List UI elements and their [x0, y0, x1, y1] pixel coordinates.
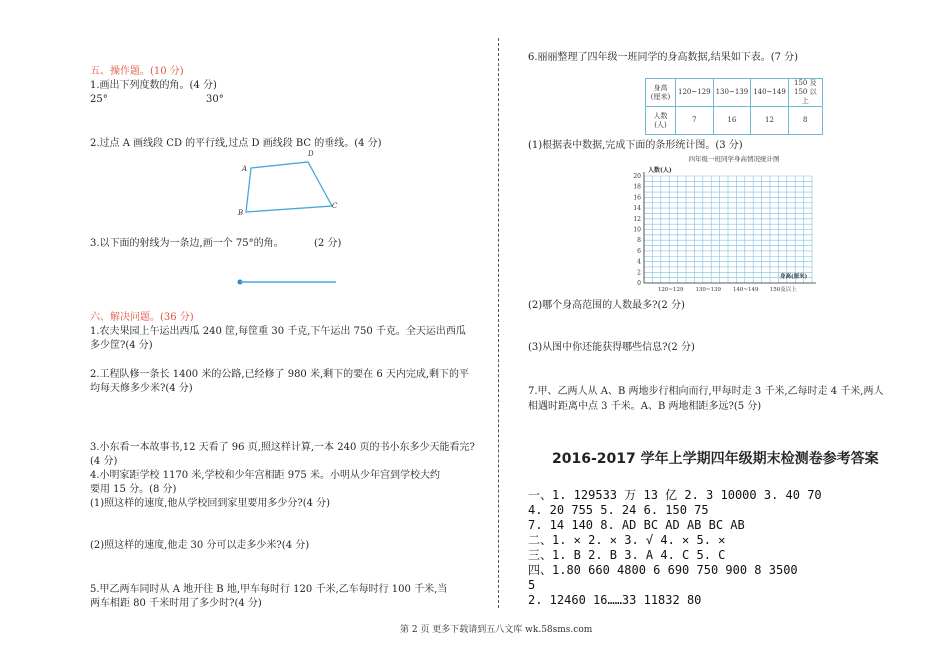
table-range-cell: 130~139 — [713, 79, 751, 107]
question-2: 2.过点 A 画线段 CD 的平行线,过点 D 画线段 BC 的垂线。(4 分) — [90, 138, 382, 149]
answer-line: 四、1.80 660 4800 6 690 750 900 8 3500 — [528, 563, 798, 577]
chart-y-label: 人数(人) — [648, 167, 672, 174]
question-3-score: (2 分) — [314, 238, 342, 249]
chart-y-ticks — [633, 173, 641, 287]
ray-figure — [236, 278, 340, 286]
problem-4-line-2: 要用 15 分。(8 分) — [90, 484, 177, 495]
answer-line: 一、1. 129533 万 13 亿 2. 3 10000 3. 40 70 — [528, 488, 822, 502]
table-range-cell: 140~149 — [751, 79, 789, 107]
angle-label-30: 30° — [206, 94, 224, 105]
point-d-label: D — [308, 150, 314, 158]
chart-y-tick-label: 12 — [633, 215, 641, 223]
problem-5-line-2: 两车相距 80 千米时用了多少时?(4 分) — [90, 598, 262, 609]
table-header-label: 身高 (厘米) — [646, 79, 676, 107]
table-count-cell: 16 — [713, 107, 751, 135]
chart-y-tick-label: 0 — [637, 280, 641, 287]
point-c-label: C — [332, 202, 338, 210]
chart-y-tick-label: 10 — [633, 226, 641, 234]
answer-key-title: 2016-2017 学年上学期四年级期末检测卷参考答案 — [552, 451, 879, 467]
chart-x-tick-label: 150及以上 — [769, 287, 797, 293]
chart-grid — [644, 172, 816, 283]
table-count-cell: 12 — [751, 107, 789, 135]
chart-y-tick-label: 20 — [633, 173, 641, 180]
section-5-title: 五、操作题。(10 分) — [90, 66, 184, 77]
chart-y-tick-label: 4 — [637, 258, 641, 266]
table-count-label: 人数 (人) — [646, 107, 676, 135]
problem-2-line-2: 均每天修多少米?(4 分) — [90, 383, 193, 394]
problem-4-sub-2: (2)照这样的速度,他走 30 分可以走多少米?(4 分) — [90, 540, 310, 551]
question-3: 3.以下面的射线为一条边,画一个 75°的角。 — [90, 238, 284, 249]
angle-label-25: 25° — [90, 94, 108, 105]
table-range-cell: 150 及 150 以上 — [788, 79, 822, 107]
question-6-sub-2: (2)哪个身高范围的人数最多?(2 分) — [528, 300, 685, 311]
answer-line: 4. 20 755 5. 24 6. 150 75 — [528, 503, 709, 517]
chart-x-tick-label: 130~139 — [695, 287, 722, 293]
chart-y-tick-label: 18 — [633, 183, 641, 191]
point-a-label: A — [242, 165, 248, 173]
question-6: 6.丽丽整理了四年级一班同学的身高数据,结果如下表。(7 分) — [528, 52, 799, 63]
table-count-cell: 8 — [788, 107, 822, 135]
problem-4-line-1: 4.小明家距学校 1170 米,学校和少年宫相距 975 米。小明从少年宫到学校大约 — [90, 470, 440, 481]
problem-2-line-1: 2.工程队修一条长 1400 米的公路,已经修了 980 米,剩下的要在 6 天内完成,剩下的平 — [90, 369, 470, 380]
problem-3-line-2: (4 分) — [90, 456, 118, 467]
chart-y-tick-label: 2 — [637, 269, 641, 277]
chart-y-tick-label: 8 — [637, 237, 641, 245]
page-footer: 第 2 页 更多下载请到五八文库 wk.58sms.com — [400, 625, 593, 635]
chart-x-ticks — [658, 285, 797, 293]
section-6-title: 六、解决问题。(36 分) — [90, 312, 194, 323]
quadrilateral-abcd — [246, 162, 332, 212]
chart-y-tick-label: 6 — [637, 247, 641, 255]
question-6-sub-1: (1)根据表中数据,完成下面的条形统计图。(3 分) — [528, 140, 743, 151]
question-7-line-1: 7.甲、乙两人从 A、B 两地步行相向而行,甲每时走 3 千米,乙每时走 4 千米,两人 — [528, 386, 884, 397]
question-6-sub-3: (3)从图中你还能获得哪些信息?(2 分) — [528, 342, 695, 353]
problem-1-line-1: 1.农夫果园上午运出西瓜 240 筐,每筐重 30 千克,下午运出 750 千克。全天运出西瓜 — [90, 326, 466, 337]
question-7-line-2: 相遇时距离中点 3 千米。A、B 两地相距多远?(5 分) — [528, 401, 762, 412]
answer-line: 7. 14 140 8. AD BC AD AB BC AB — [528, 518, 745, 532]
chart-title: 四年级一班同学身高情况统计图 — [688, 155, 780, 163]
answer-line: 二、1. ✕ 2. ✕ 3. √ 4. ✕ 5. ✕ — [528, 533, 726, 547]
problem-4-sub-1: (1)照这样的速度,他从学校回到家里要用多少分?(4 分) — [90, 498, 331, 509]
answer-line: 三、1. B 2. B 3. A 4. C 5. C — [528, 548, 726, 562]
table-count-cell: 7 — [676, 107, 714, 135]
answer-line: 5 — [528, 578, 536, 592]
table-range-cell: 120~129 — [676, 79, 714, 107]
chart-x-tick-label: 140~149 — [732, 287, 759, 293]
chart-y-tick-label: 16 — [633, 194, 641, 202]
answer-line: 2. 12460 16……33 11832 80 — [528, 593, 702, 607]
problem-3-line-1: 3.小东看一本故事书,12 天看了 96 页,照这样计算,一本 240 页的书小东多少天能看完? — [90, 442, 475, 453]
height-data-table — [645, 78, 823, 135]
chart-x-label: 身高(厘米) — [780, 274, 808, 280]
question-1: 1.画出下列度数的角。(4 分) — [90, 80, 217, 91]
chart-x-tick-label: 120~129 — [657, 287, 684, 293]
problem-1-line-2: 多少筐?(4 分) — [90, 340, 153, 351]
bar-chart — [622, 152, 822, 297]
column-divider — [498, 38, 499, 608]
chart-y-tick-label: 14 — [633, 205, 641, 213]
problem-5-line-1: 5.甲乙两车同时从 A 地开往 B 地,甲车每时行 120 千米,乙车每时行 100 千米,当 — [90, 584, 448, 595]
quadrilateral-figure — [236, 148, 346, 218]
point-b-label: B — [238, 209, 244, 217]
